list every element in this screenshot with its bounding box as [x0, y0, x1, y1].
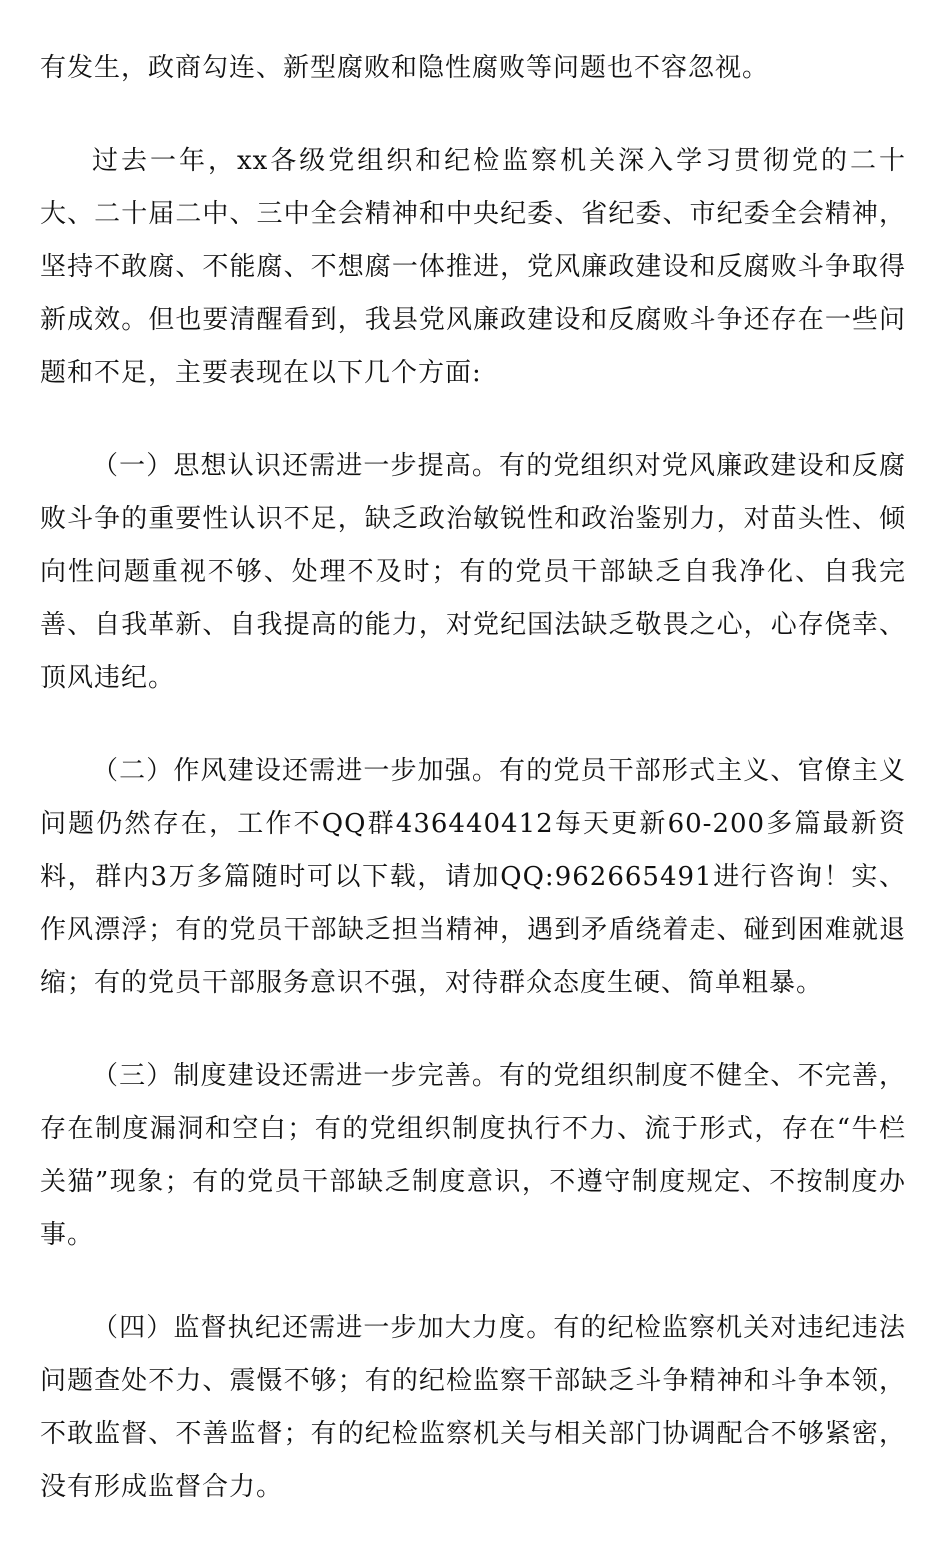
paragraph-point-4: （四）监督执纪还需进一步加大力度。有的纪检监察机关对违纪违法问题查处不力、震慑不够；有的纪检监察干部缺乏斗争精神和斗争本领，不敢监督、不善监督；有的纪检监察机关与相关部门协调配合不够紧密，没有形成监督合力。 [40, 1313, 906, 1502]
paragraph-overview: 过去一年，xx各级党组织和纪检监察机关深入学习贯彻党的二十大、二十届二中、三中全会精神和中央纪委、省纪委、市纪委全会精神，坚持不敢腐、不能腐、不想腐一体推进，党风廉政建设和反腐败斗争取得新成效。但也要清醒看到，我县党风廉政建设和反腐败斗争还存在一些问题和不足，主要表现在以下几个方面: [40, 146, 906, 388]
paragraph-point-2: （二）作风建设还需进一步加强。有的党员干部形式主义、官僚主义问题仍然存在，工作不QQ群436440412每天更新60-200多篇最新资料，群内3万多篇随时可以下载，请加QQ:962665491进行咨询！实、作风漂浮；有的党员干部缺乏担当精神，遇到矛盾绕着走、碰到困难就退缩；有的党员干部服务意识不强，对待群众态度生硬、简单粗暴。 [40, 756, 906, 998]
document-page [40, 42, 906, 1554]
paragraph-point-3: （三）制度建设还需进一步完善。有的党组织制度不健全、不完善，存在制度漏洞和空白；有的党组织制度执行不力、流于形式，存在“牛栏关猫”现象；有的党员干部缺乏制度意识，不遵守制度规定、不按制度办事。 [40, 1061, 906, 1250]
paragraph-continuation: 有发生，政商勾连、新型腐败和隐性腐败等问题也不容忽视。 [40, 53, 770, 83]
paragraph-point-1: （一）思想认识还需进一步提高。有的党组织对党风廉政建设和反腐败斗争的重要性认识不足，缺乏政治敏锐性和政治鉴别力，对苗头性、倾向性问题重视不够、处理不及时；有的党员干部缺乏自我净化、自我完善、自我革新、自我提高的能力，对党纪国法缺乏敬畏之心，心存侥幸、顶风违纪。 [40, 451, 906, 693]
